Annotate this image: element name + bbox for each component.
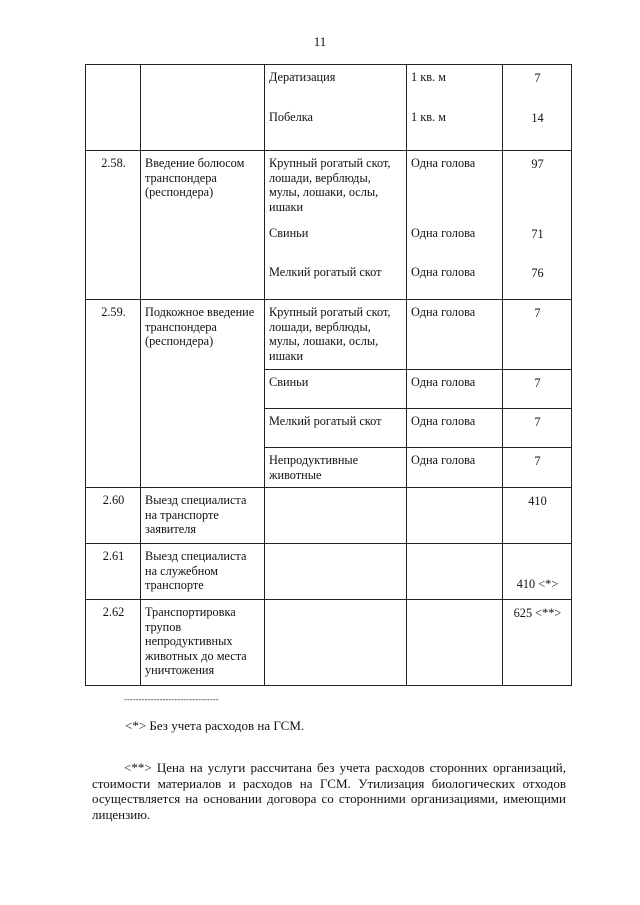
object-cell: Мелкий рогатый скот <box>265 260 407 300</box>
unit-cell <box>407 544 503 600</box>
unit-cell: 1 кв. м <box>407 65 503 105</box>
unit-cell: Одна голова <box>407 151 503 221</box>
footnote-2: <**> Цена на услуги рассчитана без учета расходов сторонних организаций, стоимости материалов и расходов на ГСМ. Утилизация биологических отходов осуществляется на основании договора со сторонними организациями, имеющими лицензию. <box>92 760 566 822</box>
object-cell: Побелка <box>265 105 407 151</box>
unit-cell <box>407 488 503 544</box>
table-row <box>86 488 572 544</box>
service-name <box>141 65 265 151</box>
price-cell: 7 <box>503 409 572 448</box>
object-cell: Крупный рогатый скот, лошади, верблюды, мулы, лошаки, ослы, ишаки <box>265 300 407 370</box>
unit-cell: Одна голова <box>407 370 503 409</box>
page-number: 11 <box>313 34 327 49</box>
object-cell: Свиньи <box>265 221 407 260</box>
price-cell: 410 <*> <box>503 544 572 600</box>
price-cell: 97 <box>503 151 572 221</box>
object-cell <box>265 544 407 600</box>
object-cell: Дератизация <box>265 65 407 105</box>
object-cell: Мелкий рогатый скот <box>265 409 407 448</box>
service-name: Введение болюсом транспондера (респондера) <box>141 151 265 300</box>
object-cell <box>265 488 407 544</box>
service-name: Подкожное введение транспондера (респондера) <box>141 300 265 488</box>
unit-cell: Одна голова <box>407 260 503 300</box>
service-code: 2.60 <box>86 488 141 544</box>
object-cell: Крупный рогатый скот, лошади, верблюды, мулы, лошаки, ослы, ишаки <box>265 151 407 221</box>
unit-cell <box>407 600 503 686</box>
service-name: Выезд специалиста на служебном транспорте <box>141 544 265 600</box>
fees-table <box>85 64 572 686</box>
service-code <box>86 65 141 151</box>
unit-cell: Одна голова <box>407 448 503 488</box>
price-cell: 410 <box>503 488 572 544</box>
price-cell: 625 <**> <box>503 600 572 686</box>
table-row <box>86 544 572 600</box>
unit-cell: Одна голова <box>407 221 503 260</box>
service-code: 2.61 <box>86 544 141 600</box>
table-row <box>86 300 572 370</box>
object-cell: Непродуктивные животные <box>265 448 407 488</box>
unit-cell: Одна голова <box>407 300 503 370</box>
service-name: Выезд специалиста на транспорте заявителя <box>141 488 265 544</box>
service-code: 2.59. <box>86 300 141 488</box>
price-cell: 71 <box>503 221 572 260</box>
price-cell: 7 <box>503 300 572 370</box>
footnote-divider: -------------------------------- <box>124 696 219 704</box>
service-name: Транспортировка трупов непродуктивных животных до места уничтожения <box>141 600 265 686</box>
footnote-1: <*> Без учета расходов на ГСМ. <box>125 718 305 733</box>
price-cell: 7 <box>503 65 572 105</box>
unit-cell: Одна голова <box>407 409 503 448</box>
service-code: 2.62 <box>86 600 141 686</box>
price-cell: 76 <box>503 260 572 300</box>
service-code: 2.58. <box>86 151 141 300</box>
unit-cell: 1 кв. м <box>407 105 503 151</box>
price-cell: 7 <box>503 370 572 409</box>
price-cell: 14 <box>503 105 572 151</box>
object-cell <box>265 600 407 686</box>
table-row <box>86 600 572 686</box>
table-row <box>86 65 572 105</box>
object-cell: Свиньи <box>265 370 407 409</box>
table-row <box>86 151 572 221</box>
price-cell: 7 <box>503 448 572 488</box>
